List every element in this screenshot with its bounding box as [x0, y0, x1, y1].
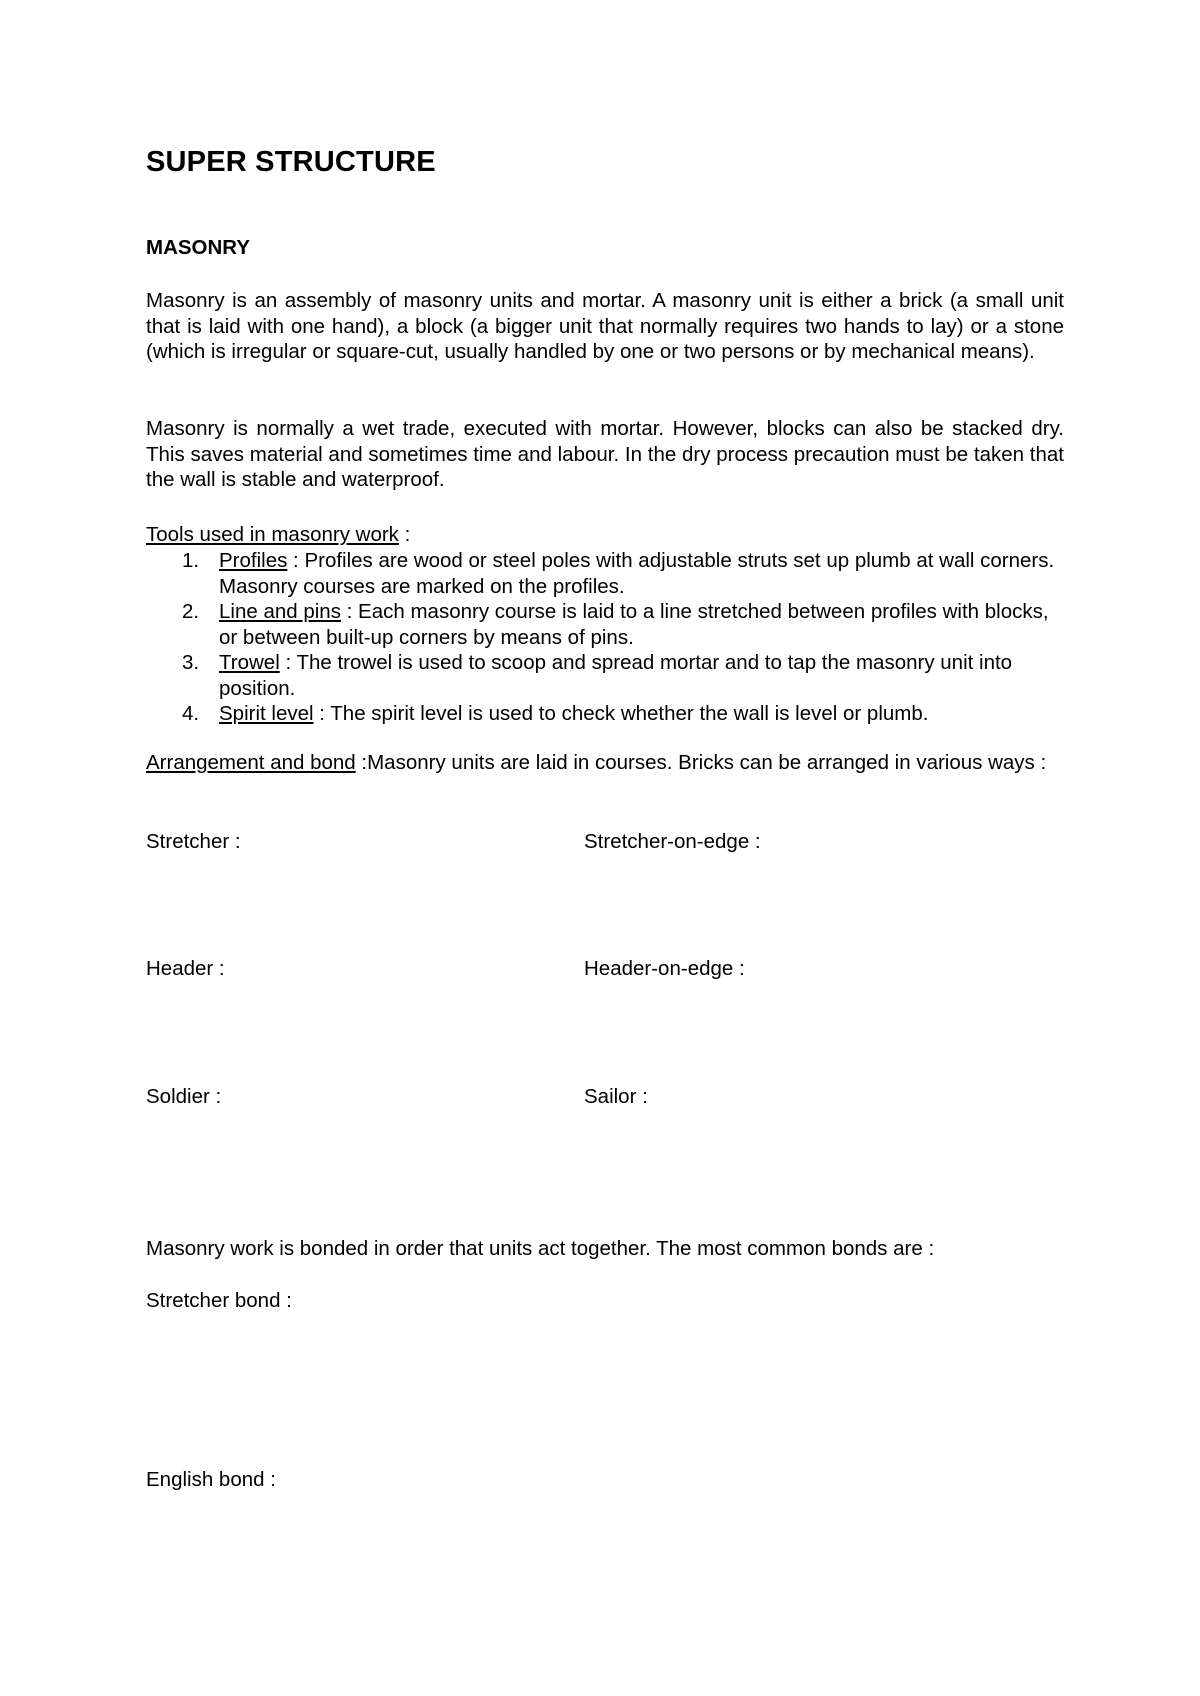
arrangement-paragraph [146, 750, 1064, 776]
list-text: : Profiles are wood or steel poles with adjustable struts set up plumb at wall corners. Masonry courses are marked on the profiles. [219, 549, 1055, 598]
tools-list [146, 548, 1064, 727]
list-number: 4. [182, 702, 200, 725]
list-number: 1. [182, 549, 200, 572]
list-term: Line and pins [219, 600, 341, 623]
english-bond-label: English bond : [146, 1468, 276, 1491]
list-text: : Each masonry course is laid to a line stretched between profiles with blocks, or between built-up corners by means of pins. [219, 600, 1049, 649]
list-number: 3. [182, 651, 200, 674]
list-number: 2. [182, 600, 200, 623]
tools-heading-suffix: : [398, 523, 411, 546]
bonds-intro: Masonry work is bonded in order that units act together. The most common bonds are : [146, 1237, 935, 1260]
list-item [146, 599, 1064, 650]
list-term: Spirit level [219, 702, 314, 725]
soldier-label: Soldier : [146, 1085, 222, 1108]
page-title: SUPER STRUCTURE [146, 146, 436, 178]
stretcher-label: Stretcher : [146, 830, 241, 853]
sailor-label: Sailor : [584, 1085, 648, 1108]
tools-heading-label: Tools used in masonry work [146, 523, 399, 546]
list-term: Trowel [219, 651, 280, 674]
arrangement-text: :Masonry units are laid in courses. Bricks can be arranged in various ways : [355, 751, 1047, 774]
list-item [146, 650, 1064, 701]
section-heading: MASONRY [146, 236, 251, 259]
stretcher-on-edge-label: Stretcher-on-edge : [584, 830, 761, 853]
list-text: : The spirit level is used to check whether the wall is level or plumb. [313, 702, 929, 725]
stretcher-bond-label: Stretcher bond : [146, 1289, 292, 1312]
tools-heading [146, 522, 1064, 548]
wet-trade-paragraph: Masonry is normally a wet trade, executed with mortar. However, blocks can also be stacked dry. This saves material and sometimes time and labour. In the dry process precaution must be taken that the wall is stable and waterproof. [146, 417, 1064, 491]
list-item [146, 548, 1064, 599]
list-text: : The trowel is used to scoop and spread mortar and to tap the masonry unit into position. [219, 651, 1013, 700]
list-term: Profiles [219, 549, 288, 572]
header-label: Header : [146, 957, 225, 980]
header-on-edge-label: Header-on-edge : [584, 957, 745, 980]
list-item [146, 701, 1064, 727]
intro-paragraph: Masonry is an assembly of masonry units and mortar. A masonry unit is either a brick (a small unit that is laid with one hand), a block (a bigger unit that normally requires two hands to lay) or a stone (which is irregular or square-cut, usually handled by one or two persons or by mechanical means). [146, 289, 1064, 363]
arrangement-term: Arrangement and bond [146, 751, 356, 774]
